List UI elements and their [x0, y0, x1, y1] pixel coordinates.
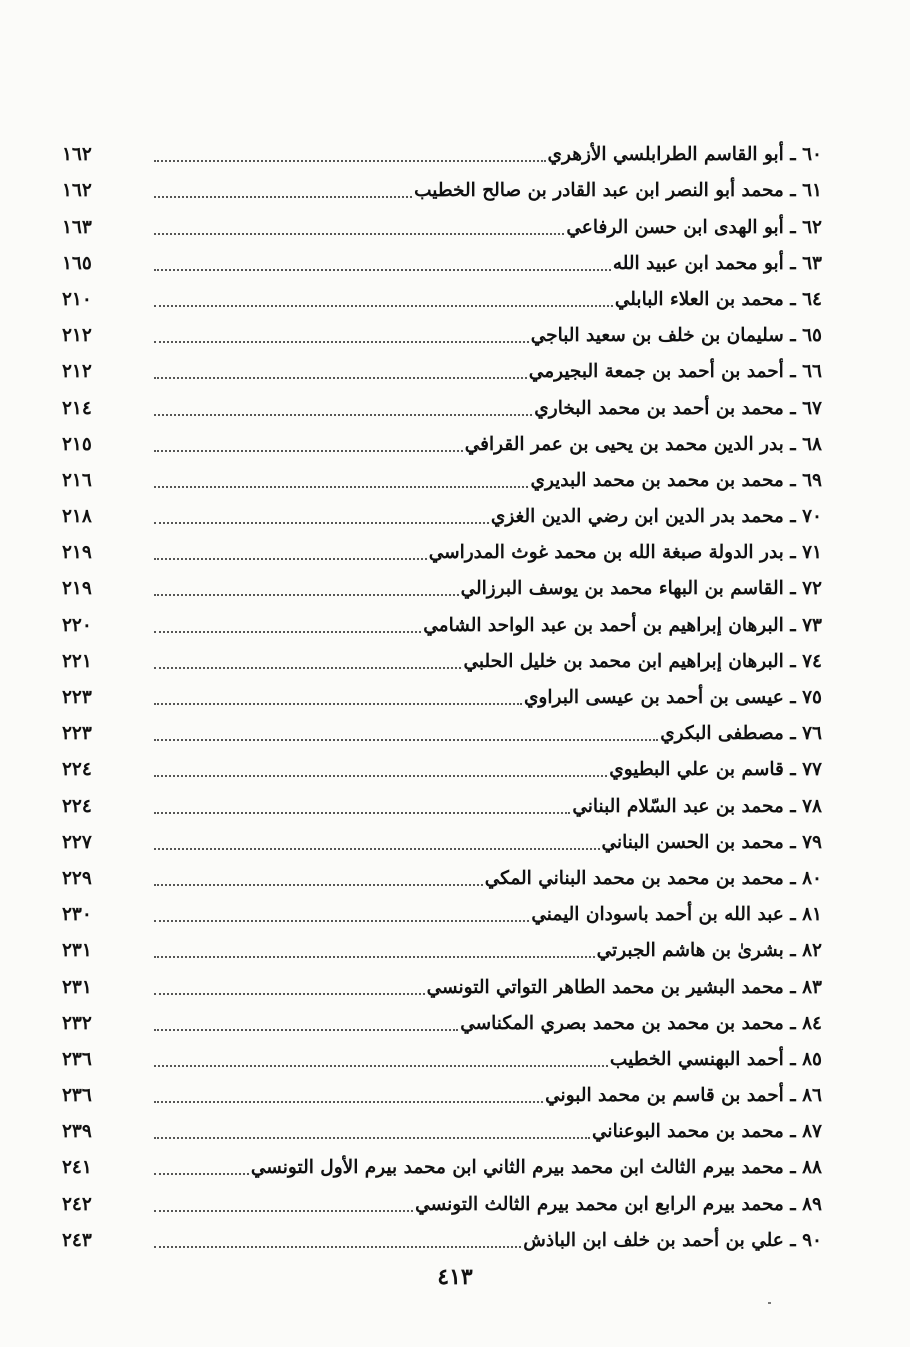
- dot-leader: [154, 341, 529, 343]
- entry-page-number: ٢٣١: [62, 976, 92, 998]
- entry-page-number: ٢٢٧: [62, 831, 92, 853]
- dot-leader: [154, 1101, 543, 1103]
- entry-page-number: ٢٣٠: [62, 904, 92, 926]
- toc-entry: [62, 313, 822, 349]
- entry-page-number: ١٦٥: [62, 252, 92, 274]
- dot-leader: [154, 269, 611, 271]
- toc-entry: [62, 602, 822, 638]
- toc-entry: [62, 639, 822, 675]
- entry-title: ٧٣ ـ البرهان إبراهيم بن أحمد بن عبد الواحد الشامي: [423, 614, 822, 636]
- toc-entry: [62, 856, 822, 892]
- toc-entry: [62, 1218, 822, 1254]
- entry-title: ٦٠ ـ أبو القاسم الطرابلسي الأزهري: [547, 144, 822, 166]
- entry-page-number: ١٦٢: [62, 180, 92, 202]
- entry-page-number: ٢١٤: [62, 397, 92, 419]
- dot-leader: [154, 522, 489, 524]
- dot-leader: [154, 1029, 458, 1031]
- toc-entry: [62, 820, 822, 856]
- entry-page-number: ٢١٦: [62, 469, 92, 491]
- dot-leader: [154, 631, 421, 633]
- dot-leader: [154, 703, 522, 705]
- entry-title: ٧٦ ـ مصطفى البكري: [660, 723, 822, 745]
- dot-leader: [154, 305, 613, 307]
- dot-leader: [154, 884, 483, 886]
- toc-entry: [62, 711, 822, 747]
- dot-leader: [154, 1210, 413, 1212]
- entry-page-number: ٢٢٣: [62, 723, 92, 745]
- entry-page-number: ٢٣٢: [62, 1012, 92, 1034]
- entry-page-number: ٢٤١: [62, 1157, 92, 1179]
- dot-leader: [154, 558, 427, 560]
- entry-page-number: ٢٢٤: [62, 795, 92, 817]
- dot-leader: [154, 1065, 608, 1067]
- toc-entry: [62, 675, 822, 711]
- entry-page-number: ٢٤٢: [62, 1193, 92, 1215]
- dot-leader: [154, 993, 425, 995]
- entry-title: ٨٤ ـ محمد بن محمد بن محمد بصري المكناسي: [460, 1012, 822, 1034]
- print-speck: [768, 1302, 771, 1304]
- toc-entry: [62, 747, 822, 783]
- toc-entry: [62, 892, 822, 928]
- toc-entry: [62, 422, 822, 458]
- toc-entry: [62, 458, 822, 494]
- entry-page-number: ٢٢٠: [62, 614, 92, 636]
- toc-entry: [62, 783, 822, 819]
- entry-page-number: ١٦٢: [62, 144, 92, 166]
- entry-title: ٨١ ـ عبد الله بن أحمد باسودان اليمني: [531, 904, 822, 926]
- toc-entry: [62, 566, 822, 602]
- dot-leader: [154, 594, 459, 596]
- toc-entry: [62, 1181, 822, 1217]
- toc-entry: [62, 1145, 822, 1181]
- entry-title: ٦٢ ـ أبو الهدى ابن حسن الرفاعي: [566, 216, 822, 238]
- entry-title: ٨٨ ـ محمد بيرم الثالث ابن محمد بيرم الثاني ابن محمد بيرم الأول التونسي: [250, 1157, 822, 1179]
- toc-entry: [62, 132, 822, 168]
- entry-title: ٦٥ ـ سليمان بن خلف بن سعيد الباجي: [530, 325, 822, 347]
- entry-title: ٦٧ ـ محمد بن أحمد بن محمد البخاري: [534, 397, 822, 419]
- entry-title: ٦٤ ـ محمد بن العلاء البابلي: [614, 288, 822, 310]
- toc-entry: [62, 928, 822, 964]
- entry-page-number: ٢١٨: [62, 506, 92, 528]
- entry-page-number: ٢٣٦: [62, 1048, 92, 1070]
- entry-title: ٧٧ ـ قاسم بن علي البطيوي: [609, 759, 822, 781]
- dot-leader: [154, 486, 528, 488]
- entry-page-number: ٢٣٩: [62, 1121, 92, 1143]
- dot-leader: [154, 775, 607, 777]
- entry-title: ٧٤ ـ البرهان إبراهيم ابن محمد بن خليل الحلبي: [463, 650, 822, 672]
- toc-entry: [62, 494, 822, 530]
- entry-page-number: ١٦٣: [62, 216, 92, 238]
- entry-page-number: ٢١٥: [62, 433, 92, 455]
- toc-entry: [62, 1109, 822, 1145]
- entry-page-number: ٢١٩: [62, 578, 92, 600]
- entry-page-number: ٢١٢: [62, 325, 92, 347]
- entry-page-number: ٢١٩: [62, 542, 92, 564]
- entry-title: ٧٨ ـ محمد بن عبد السّلام البناني: [572, 795, 822, 817]
- entry-title: ٦١ ـ محمد أبو النصر ابن عبد القادر بن صالح الخطيب: [414, 180, 822, 202]
- toc-entry: [62, 277, 822, 313]
- dot-leader: [154, 848, 600, 850]
- entry-title: ٨٣ ـ محمد البشير بن محمد الطاهر التواتي التونسي: [426, 976, 822, 998]
- entry-page-number: ٢٢٤: [62, 759, 92, 781]
- entry-title: ٧١ ـ بدر الدولة صبغة الله بن محمد غوث المدراسي: [428, 542, 822, 564]
- table-of-contents: [62, 132, 822, 1254]
- page-number: ٤١٣: [437, 1264, 473, 1290]
- entry-page-number: ٢١٢: [62, 361, 92, 383]
- entry-page-number: ٢٢٩: [62, 867, 92, 889]
- entry-title: ٨٦ ـ أحمد بن قاسم بن محمد البوني: [545, 1085, 822, 1107]
- dot-leader: [154, 1246, 521, 1248]
- entry-title: ٨٧ ـ محمد بن محمد البوعناني: [592, 1121, 822, 1143]
- dot-leader: [154, 956, 595, 958]
- toc-entry: [62, 204, 822, 240]
- dot-leader: [154, 812, 570, 814]
- toc-entry: [62, 1001, 822, 1037]
- toc-entry: [62, 1073, 822, 1109]
- dot-leader: [154, 160, 546, 162]
- dot-leader: [154, 667, 461, 669]
- dot-leader: [154, 377, 527, 379]
- entry-title: ٧٢ ـ القاسم بن البهاء محمد بن يوسف البرزالي: [460, 578, 822, 600]
- dot-leader: [154, 233, 564, 235]
- entry-page-number: ٢٤٣: [62, 1229, 92, 1251]
- entry-page-number: ٢٣١: [62, 940, 92, 962]
- toc-entry: [62, 1037, 822, 1073]
- entry-title: ٦٨ ـ بدر الدين محمد بن يحيى بن عمر القرافي: [464, 433, 822, 455]
- toc-entry: [62, 168, 822, 204]
- entry-title: ٦٩ ـ محمد بن محمد بن محمد البديري: [530, 469, 822, 491]
- entry-title: ٦٣ ـ أبو محمد ابن عبيد الله: [612, 252, 822, 274]
- entry-title: ٨٠ ـ محمد بن محمد بن محمد البناني المكي: [484, 867, 822, 889]
- toc-entry: [62, 964, 822, 1000]
- entry-page-number: ٢٣٦: [62, 1085, 92, 1107]
- entry-title: ٩٠ ـ علي بن أحمد بن خلف ابن الباذش: [523, 1229, 822, 1251]
- dot-leader: [154, 1137, 590, 1139]
- toc-entry: [62, 349, 822, 385]
- entry-page-number: ٢٢١: [62, 650, 92, 672]
- entry-title: ٨٩ ـ محمد بيرم الرابع ابن محمد بيرم الثالث التونسي: [415, 1193, 822, 1215]
- entry-page-number: ٢١٠: [62, 288, 92, 310]
- entry-title: ٦٦ ـ أحمد بن أحمد بن جمعة البجيرمي: [528, 361, 822, 383]
- dot-leader: [154, 414, 532, 416]
- entry-title: ٧٠ ـ محمد بدر الدين ابن رضي الدين الغزي: [490, 506, 822, 528]
- entry-title: ٧٥ ـ عيسى بن أحمد بن عيسى البراوي: [523, 687, 822, 708]
- dot-leader: [154, 739, 658, 741]
- entry-title: ٨٢ ـ بشرىٰ بن هاشم الجبرتي: [596, 940, 822, 962]
- toc-entry: [62, 241, 822, 277]
- entry-page-number: ٢٢٣: [62, 687, 92, 708]
- entry-title: ٧٩ ـ محمد بن الحسن البناني: [601, 831, 822, 853]
- dot-leader: [154, 196, 412, 198]
- dot-leader: [154, 450, 463, 452]
- dot-leader: [154, 920, 529, 922]
- toc-entry: [62, 385, 822, 421]
- dot-leader: [154, 1173, 249, 1175]
- entry-title: ٨٥ ـ أحمد البهنسي الخطيب: [609, 1048, 822, 1070]
- toc-entry: [62, 530, 822, 566]
